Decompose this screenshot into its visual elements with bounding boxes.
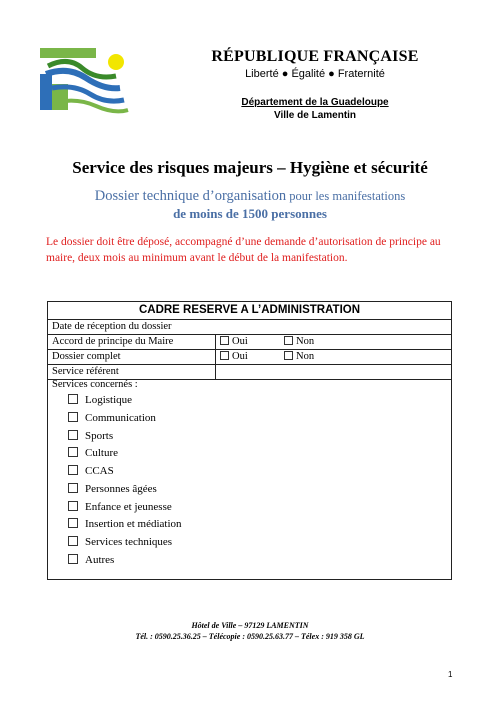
- ville-text: Ville de Lamentin: [273, 110, 357, 121]
- subtitle-part1: Dossier technique d’organisation: [94, 188, 287, 204]
- service-label: Sports: [85, 430, 114, 442]
- referent-label: Service référent: [52, 366, 119, 377]
- checkbox-icon[interactable]: [68, 465, 78, 475]
- checkbox-icon[interactable]: [68, 447, 78, 457]
- document-title: Service des risques majeurs – Hygiène et sécurité: [72, 158, 428, 177]
- admin-frame-title: CADRE RESERVE A L’ADMINISTRATION: [48, 302, 451, 320]
- accord-label: Accord de principe du Maire: [52, 336, 174, 347]
- checkbox-icon[interactable]: [68, 483, 78, 493]
- service-label: Culture: [85, 447, 118, 459]
- row-complet: [48, 350, 451, 365]
- complet-label: Dossier complet: [52, 351, 121, 362]
- row-reception: [48, 320, 451, 335]
- republique-heading: RÉPUBLIQUE FRANÇAISE: [211, 48, 419, 65]
- row-referent: [48, 365, 451, 380]
- document-subtitle: [0, 188, 500, 205]
- service-item[interactable]: [68, 483, 157, 495]
- devise-text: Liberté ● Égalité ● Fraternité: [245, 68, 385, 80]
- column-divider: [215, 335, 216, 349]
- checkbox-icon[interactable]: [68, 518, 78, 528]
- service-label: Communication: [85, 412, 156, 424]
- oui-label: Oui: [232, 351, 248, 362]
- deposit-notice: Le dossier doit être déposé, accompagné d’une demande d’autorisation de principe au maire, deux mois au minimum avant le début de la manifestation.: [46, 236, 441, 264]
- checkbox-icon[interactable]: [220, 351, 229, 360]
- service-item[interactable]: [68, 394, 132, 406]
- accord-non-option[interactable]: [284, 335, 314, 349]
- checkbox-icon[interactable]: [68, 554, 78, 564]
- checkbox-icon[interactable]: [68, 412, 78, 422]
- checkbox-icon[interactable]: [284, 351, 293, 360]
- departement-text: Département de la Guadeloupe: [241, 97, 389, 108]
- service-item[interactable]: [68, 430, 113, 442]
- service-label: Services techniques: [85, 536, 173, 548]
- service-item[interactable]: [68, 536, 172, 548]
- reception-label: Date de réception du dossier: [52, 321, 172, 332]
- complet-oui-option[interactable]: [220, 350, 248, 364]
- service-label: Personnes âgées: [85, 483, 157, 495]
- oui-label: Oui: [232, 336, 248, 347]
- checkbox-icon[interactable]: [68, 430, 78, 440]
- checkbox-icon[interactable]: [68, 394, 78, 404]
- service-item[interactable]: [68, 447, 118, 459]
- column-divider: [215, 350, 216, 364]
- admin-frame: [47, 301, 452, 580]
- service-item[interactable]: [68, 501, 172, 513]
- service-item[interactable]: [68, 518, 182, 530]
- checkbox-icon[interactable]: [68, 501, 78, 511]
- checkbox-icon[interactable]: [220, 336, 229, 345]
- lamentin-logo: [38, 44, 132, 114]
- service-item[interactable]: [68, 554, 114, 566]
- checkbox-icon[interactable]: [68, 536, 78, 546]
- non-label: Non: [296, 336, 315, 347]
- subtitle-part2: pour les manifestations: [286, 189, 406, 203]
- footer-contacts: Tél. : 0590.25.36.25 – Télécopie : 0590.25.63.77 – Télex : 919 358 GL: [135, 632, 365, 641]
- row-accord: [48, 335, 451, 350]
- services-label: Services concernés :: [52, 379, 138, 390]
- service-item[interactable]: [68, 465, 114, 477]
- service-item[interactable]: [68, 412, 156, 424]
- column-divider: [215, 365, 216, 379]
- service-label: Enfance et jeunesse: [85, 501, 172, 513]
- footer-address: Hôtel de Ville – 97129 LAMENTIN: [191, 621, 309, 630]
- checkbox-icon[interactable]: [284, 336, 293, 345]
- complet-non-option[interactable]: [284, 350, 314, 364]
- service-label: Autres: [85, 554, 115, 566]
- page-number: 1: [448, 670, 453, 679]
- service-label: Insertion et médiation: [85, 518, 182, 530]
- non-label: Non: [296, 351, 315, 362]
- document-subtitle-line2: de moins de 1500 personnes: [173, 206, 327, 221]
- service-label: CCAS: [85, 465, 114, 477]
- accord-oui-option[interactable]: [220, 335, 248, 349]
- service-label: Logistique: [85, 394, 133, 406]
